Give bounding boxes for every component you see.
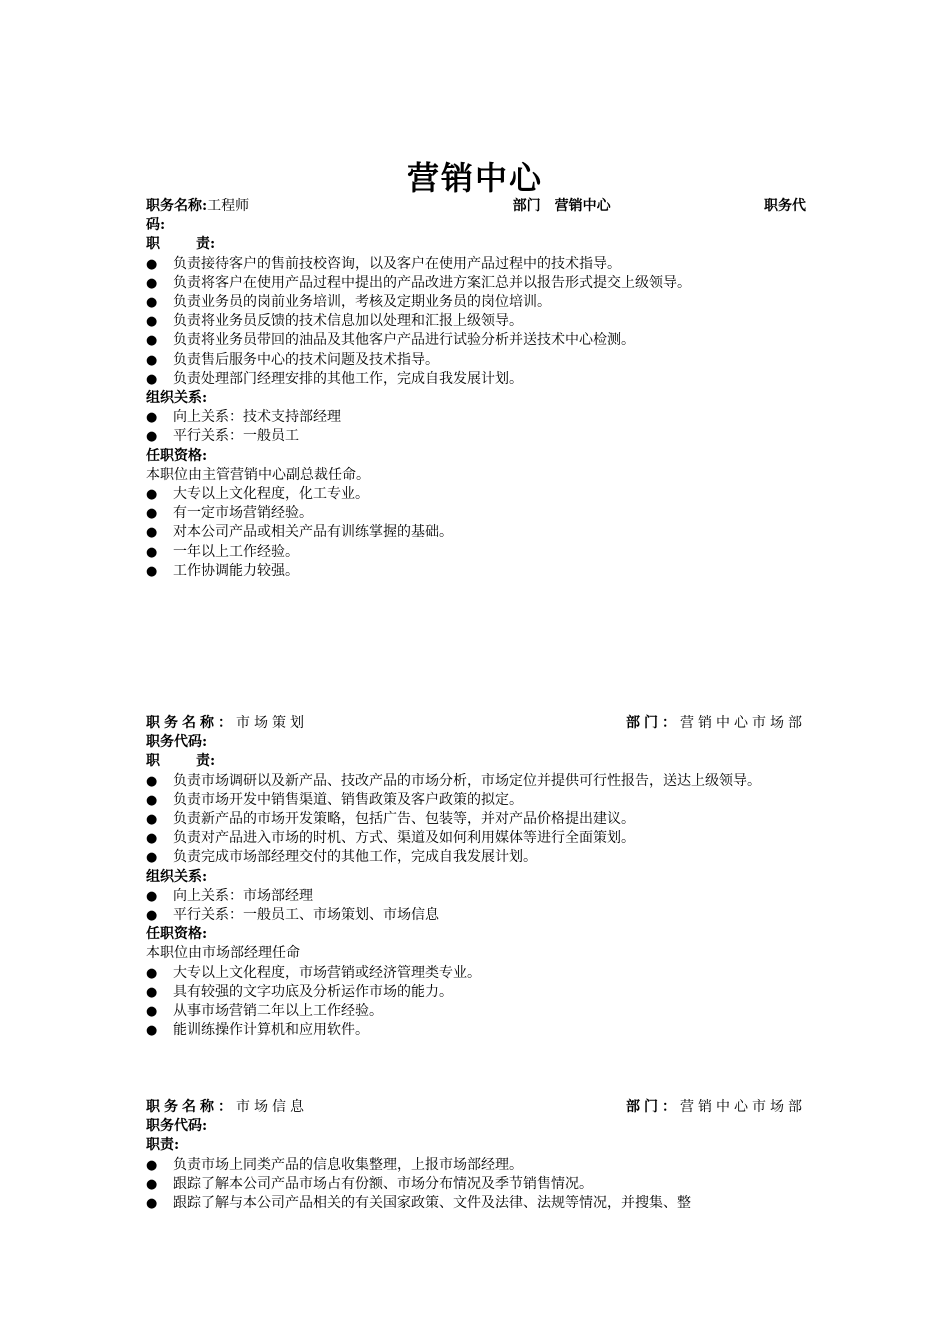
bullet-icon: ● bbox=[146, 256, 158, 272]
job-code-label-continued: 码: bbox=[146, 217, 166, 234]
bullet-icon: ● bbox=[146, 1004, 158, 1020]
job-code-label: 职务代 bbox=[763, 198, 806, 214]
job-header bbox=[146, 714, 806, 733]
department-field bbox=[626, 1098, 806, 1117]
job-header bbox=[146, 197, 806, 216]
list-item: ● 对本公司产品或相关产品有训练掌握的基础。 bbox=[146, 523, 806, 542]
job-code-label: 职务代码: bbox=[146, 734, 208, 751]
list-item: ● 负责将业务员反馈的技术信息加以处理和汇报上级领导。 bbox=[146, 312, 806, 331]
bullet-icon: ● bbox=[146, 410, 158, 426]
qualification-heading: 任职资格: bbox=[146, 926, 208, 943]
job-title-label: 职务名称： bbox=[146, 715, 236, 731]
bullet-icon: ● bbox=[146, 773, 158, 789]
colon: : bbox=[202, 198, 208, 214]
bullet-icon: ● bbox=[146, 371, 158, 387]
bullet-icon: ● bbox=[146, 429, 158, 445]
job-title-label: 职务名称： bbox=[146, 1099, 236, 1115]
list-item: ● 向上关系：市场部经理 bbox=[146, 887, 806, 906]
qualification-list bbox=[146, 485, 806, 581]
duties-heading bbox=[146, 235, 806, 254]
list-item: ● 负责市场调研以及新产品、技改产品的市场分析，市场定位并提供可行性报告，送达上级领导。 bbox=[146, 772, 806, 791]
list-item: ● 负责新产品的市场开发策略，包括广告、包装等，并对产品价格提出建议。 bbox=[146, 810, 806, 829]
bullet-icon: ● bbox=[146, 525, 158, 541]
page-title: 营销中心 bbox=[406, 159, 543, 197]
list-item: ● 向上关系：技术支持部经理 bbox=[146, 408, 806, 427]
department-value: 营销中心 bbox=[554, 198, 611, 214]
qualification-intro: 本职位由主管营销中心副总裁任命。 bbox=[146, 466, 370, 483]
bullet-icon: ● bbox=[146, 1023, 158, 1039]
bullet-icon: ● bbox=[146, 792, 158, 808]
list-item: ● 负责完成市场部经理交付的其他工作，完成自我发展计划。 bbox=[146, 848, 806, 867]
department-label: 部门： bbox=[626, 715, 680, 731]
job-title-label: 职务名称 bbox=[146, 198, 202, 214]
bullet-icon: ● bbox=[146, 1176, 158, 1192]
bullet-icon: ● bbox=[146, 850, 158, 866]
duties-list bbox=[146, 1156, 806, 1214]
list-item: ● 负责将客户在使用产品过程中提出的产品改进方案汇总并以报告形式提交上级领导。 bbox=[146, 274, 806, 293]
list-item: ● 平行关系：一般员工 bbox=[146, 427, 806, 446]
duties-heading-part: 职 bbox=[146, 236, 160, 253]
duties-list bbox=[146, 255, 806, 389]
list-item: ● 平行关系：一般员工、市场策划、市场信息 bbox=[146, 906, 806, 925]
list-item: ● 负责市场开发中销售渠道、销售政策及客户政策的拟定。 bbox=[146, 791, 806, 810]
list-item: ● 大专以上文化程度，市场营销或经济管理类专业。 bbox=[146, 964, 806, 983]
bullet-icon: ● bbox=[146, 908, 158, 924]
list-item: ● 负责将业务员带回的油品及其他客户产品进行试验分析并送技术中心检测。 bbox=[146, 331, 806, 350]
bullet-icon: ● bbox=[146, 295, 158, 311]
department-field bbox=[626, 714, 806, 733]
list-item: ● 负责业务员的岗前业务培训，考核及定期业务员的岗位培训。 bbox=[146, 293, 806, 312]
bullet-icon: ● bbox=[146, 984, 158, 1000]
org-heading: 组织关系: bbox=[146, 868, 208, 885]
bullet-icon: ● bbox=[146, 563, 158, 579]
job-block-engineer bbox=[146, 197, 806, 581]
duties-list bbox=[146, 772, 806, 868]
qualification-intro: 本职位由市场部经理任命 bbox=[146, 945, 300, 962]
job-block-market-planning bbox=[146, 714, 806, 1040]
department-field bbox=[513, 197, 611, 216]
department-value: 营销中心市场部 bbox=[680, 1099, 806, 1115]
list-item: ● 一年以上工作经验。 bbox=[146, 543, 806, 562]
list-item: ● 能训练操作计算机和应用软件。 bbox=[146, 1021, 806, 1040]
job-code-label: 职务代码: bbox=[146, 1118, 208, 1135]
list-item: ● 跟踪了解本公司产品市场占有份额、市场分布情况及季节销售情况。 bbox=[146, 1175, 806, 1194]
bullet-icon: ● bbox=[146, 544, 158, 560]
job-title-value: 市场策划 bbox=[236, 715, 308, 731]
list-item: ● 工作协调能力较强。 bbox=[146, 562, 806, 581]
duties-heading-part: 责: bbox=[196, 236, 216, 253]
list-item: ● 负责售后服务中心的技术问题及技术指导。 bbox=[146, 351, 806, 370]
bullet-icon: ● bbox=[146, 352, 158, 368]
job-title-field bbox=[146, 1098, 308, 1117]
duties-heading: 职责: bbox=[146, 1137, 180, 1154]
org-heading: 组织关系: bbox=[146, 390, 208, 407]
duties-heading bbox=[146, 752, 806, 771]
list-item: ● 跟踪了解与本公司产品相关的有关国家政策、文件及法律、法规等情况，并搜集、整 bbox=[146, 1194, 806, 1213]
bullet-icon: ● bbox=[146, 965, 158, 981]
bullet-icon: ● bbox=[146, 314, 158, 330]
department-label: 部门 bbox=[512, 198, 541, 214]
job-title-value: 市场信息 bbox=[236, 1099, 308, 1115]
job-block-market-info bbox=[146, 1098, 806, 1213]
list-item: ● 负责对产品进入市场的时机、方式、渠道及如何利用媒体等进行全面策划。 bbox=[146, 829, 806, 848]
bullet-icon: ● bbox=[146, 333, 158, 349]
job-title-field bbox=[146, 714, 308, 733]
list-item: ● 从事市场营销二年以上工作经验。 bbox=[146, 1002, 806, 1021]
bullet-icon: ● bbox=[146, 506, 158, 522]
qualification-heading: 任职资格: bbox=[146, 447, 208, 464]
bullet-icon: ● bbox=[146, 888, 158, 904]
job-title-field bbox=[146, 197, 249, 216]
qualification-list bbox=[146, 964, 806, 1041]
job-header bbox=[146, 1098, 806, 1117]
duties-heading-part: 职 bbox=[146, 753, 160, 770]
list-item: ● 具有较强的文字功底及分析运作市场的能力。 bbox=[146, 983, 806, 1002]
department-value: 营销中心市场部 bbox=[680, 715, 806, 731]
bullet-icon: ● bbox=[146, 812, 158, 828]
bullet-icon: ● bbox=[146, 831, 158, 847]
list-item: ● 有一定市场营销经验。 bbox=[146, 504, 806, 523]
list-item: ● 负责处理部门经理安排的其他工作，完成自我发展计划。 bbox=[146, 370, 806, 389]
org-list bbox=[146, 408, 806, 446]
org-list bbox=[146, 887, 806, 925]
department-label: 部门： bbox=[626, 1099, 680, 1115]
bullet-icon: ● bbox=[146, 1196, 158, 1212]
bullet-icon: ● bbox=[146, 1157, 158, 1173]
list-item: ● 负责接待客户的售前技校咨询，以及客户在使用产品过程中的技术指导。 bbox=[146, 255, 806, 274]
list-item: ● 大专以上文化程度，化工专业。 bbox=[146, 485, 806, 504]
bullet-icon: ● bbox=[146, 487, 158, 503]
duties-heading-part: 责: bbox=[196, 753, 216, 770]
list-item: ● 负责市场上同类产品的信息收集整理，上报市场部经理。 bbox=[146, 1156, 806, 1175]
job-title-value: 工程师 bbox=[207, 198, 250, 214]
bullet-icon: ● bbox=[146, 275, 158, 291]
